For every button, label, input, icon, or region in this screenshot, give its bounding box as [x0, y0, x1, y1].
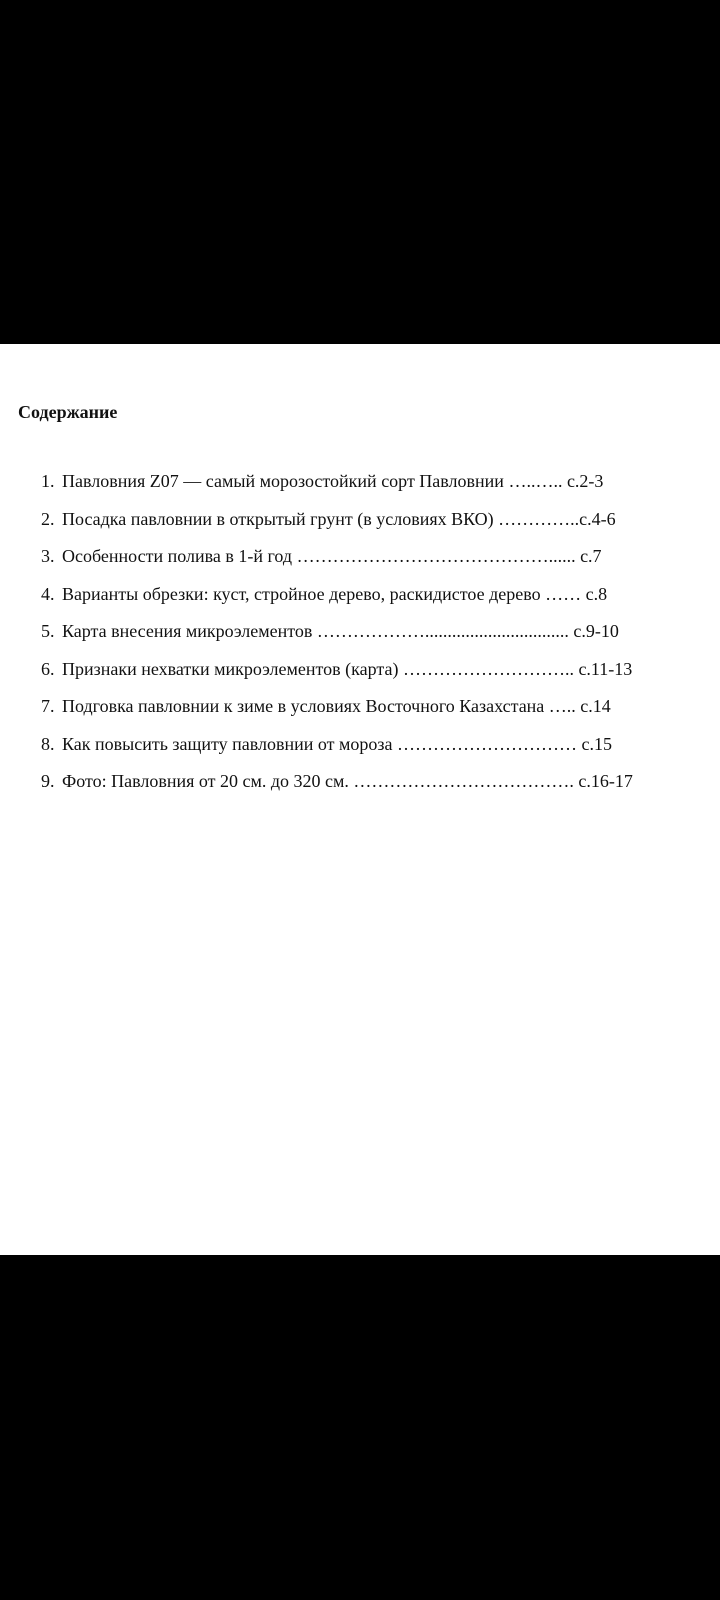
- toc-item-number: 7.: [41, 696, 55, 716]
- toc-item: [0, 658, 633, 696]
- toc-item-text: Посадка павловнии в открытый грунт (в условиях ВКО) …………..с.4-6: [62, 508, 616, 529]
- toc-item-text: Признаки нехватки микроэлементов (карта) ……………………….. с.11-13: [62, 658, 633, 679]
- toc-item: [0, 733, 633, 771]
- toc-item-text: Варианты обрезки: куст, стройное дерево, раскидистое дерево …… с.8: [62, 583, 608, 604]
- toc-item-number: 3.: [41, 546, 55, 566]
- toc-item-text: Фото: Павловния от 20 см. до 320 см. ………………………………. с.16-17: [62, 771, 633, 791]
- toc-item-text: Особенности полива в 1-й год ……………………………………...... с.7: [62, 546, 602, 566]
- toc-heading: Содержание: [18, 402, 118, 422]
- table-of-contents: [0, 470, 633, 808]
- toc-item-number: 2.: [41, 508, 55, 529]
- toc-item-number: 6.: [41, 658, 55, 679]
- toc-item: [0, 508, 633, 546]
- document-page: [0, 344, 720, 1255]
- toc-item: [0, 620, 633, 658]
- toc-item-text: Подговка павловнии к зиме в условиях Восточного Казахстана ….. с.14: [62, 696, 611, 716]
- toc-item-text: Павловния Z07 — самый морозостойкий сорт Павловнии …..….. с.2-3: [62, 471, 604, 491]
- toc-item-text: Как повысить защиту павловнии от мороза ………………………… с.15: [62, 733, 613, 754]
- toc-item-number: 1.: [41, 471, 55, 491]
- toc-item: [0, 583, 633, 621]
- toc-item: [0, 770, 633, 808]
- toc-item: [0, 545, 633, 583]
- toc-item-number: 5.: [41, 621, 55, 641]
- toc-item-number: 8.: [41, 733, 55, 754]
- toc-item-text: Карта внесения микроэлементов ………………................................ с.9-10: [62, 621, 619, 641]
- toc-item-number: 4.: [41, 583, 55, 604]
- toc-item: [0, 470, 633, 508]
- toc-item-number: 9.: [41, 771, 55, 791]
- toc-item: [0, 695, 633, 733]
